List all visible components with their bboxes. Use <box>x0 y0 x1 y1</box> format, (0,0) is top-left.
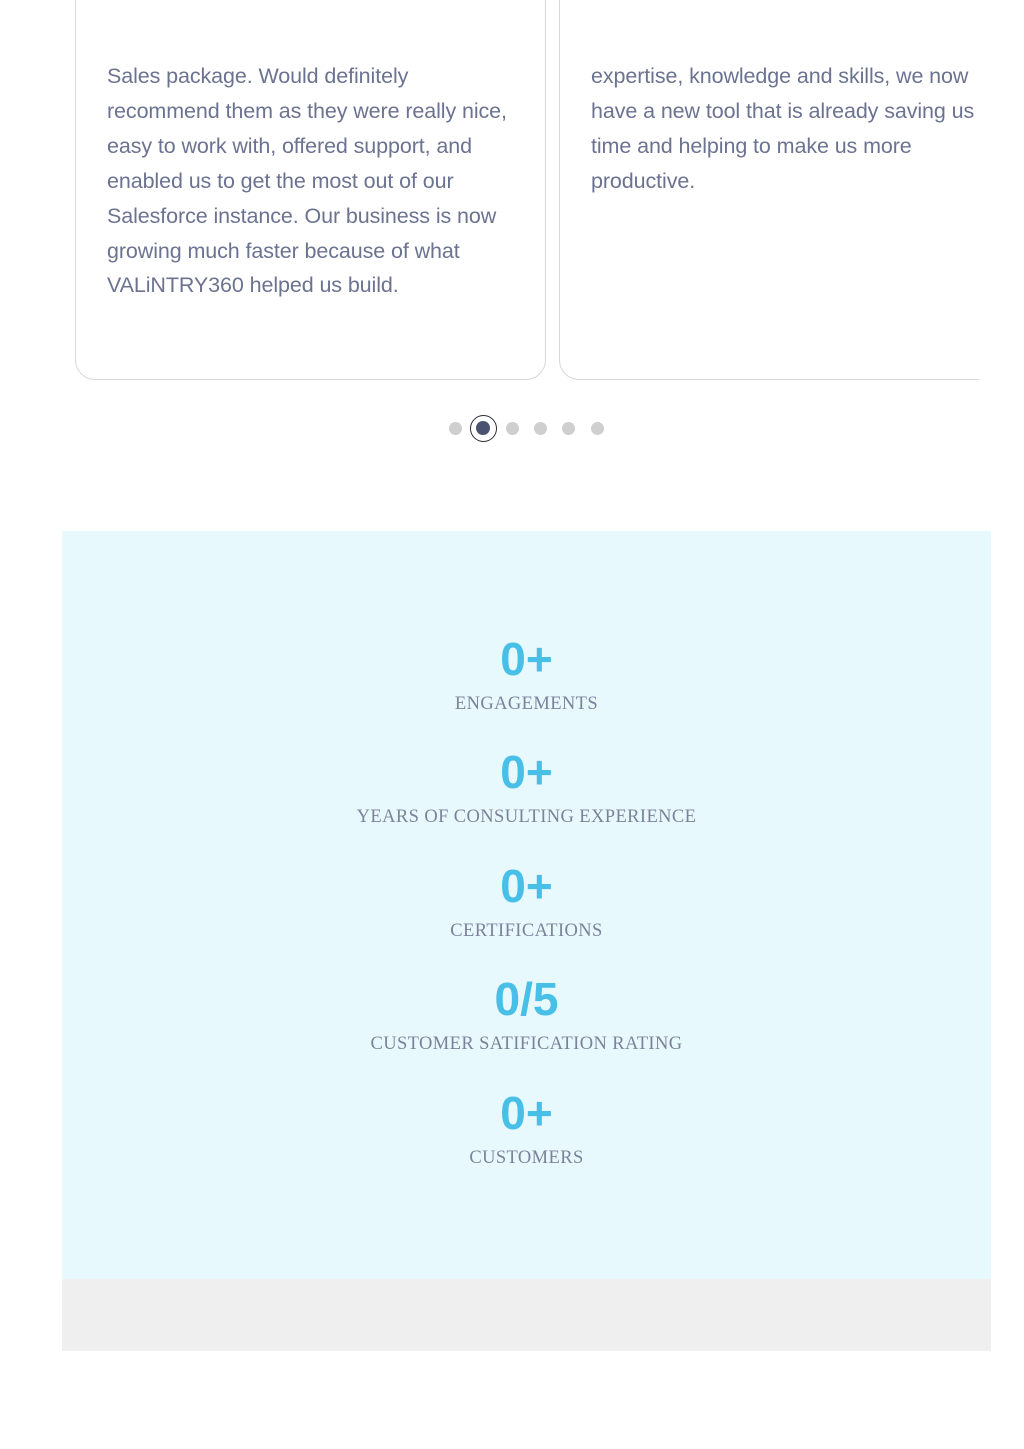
carousel-pagination <box>0 415 1024 443</box>
stat-value: 0+ <box>500 1087 553 1139</box>
stats-footer-band <box>62 1279 991 1351</box>
testimonial-card <box>75 0 546 380</box>
carousel-dot-4[interactable] <box>534 422 547 435</box>
carousel-dot-1[interactable] <box>449 422 462 435</box>
carousel-dot-2-active[interactable] <box>470 415 497 442</box>
stat-value: 0+ <box>500 860 553 912</box>
stat-label: YEARS OF CONSULTING EXPERIENCE <box>356 807 697 827</box>
testimonial-carousel[interactable] <box>0 0 979 400</box>
stat-label: ENGAGEMENTS <box>454 694 599 714</box>
stat-label: CERTIFICATIONS <box>450 921 603 941</box>
stat-value: 0+ <box>500 746 553 798</box>
stat-label: CUSTOMERS <box>469 1148 584 1168</box>
stat-value: 0/5 <box>494 973 559 1025</box>
testimonial-text: expertise, knowledge and skills, we now have a new tool that is already saving us time and helping to make us more productive. <box>591 64 975 193</box>
carousel-dot-5[interactable] <box>562 422 575 435</box>
stat-engagements <box>62 633 991 716</box>
stats-section <box>62 531 991 1279</box>
carousel-dot-6[interactable] <box>591 422 604 435</box>
stat-certifications <box>62 860 991 943</box>
testimonial-card <box>559 0 979 380</box>
testimonial-text: Sales package. Would definitely recommend them as they were really nice, easy to work with, offered support, and enabled us to get the most out of our Salesforce instance. Our business is now growing much faster because of what VALiNTRY360 helped us build. <box>107 64 507 298</box>
stat-years-experience <box>62 746 991 829</box>
stat-customers <box>62 1087 991 1170</box>
stat-value: 0+ <box>500 633 553 685</box>
stat-satisfaction-rating <box>62 973 991 1056</box>
carousel-dot-3[interactable] <box>506 422 519 435</box>
stat-label: CUSTOMER SATIFICATION RATING <box>370 1034 683 1054</box>
